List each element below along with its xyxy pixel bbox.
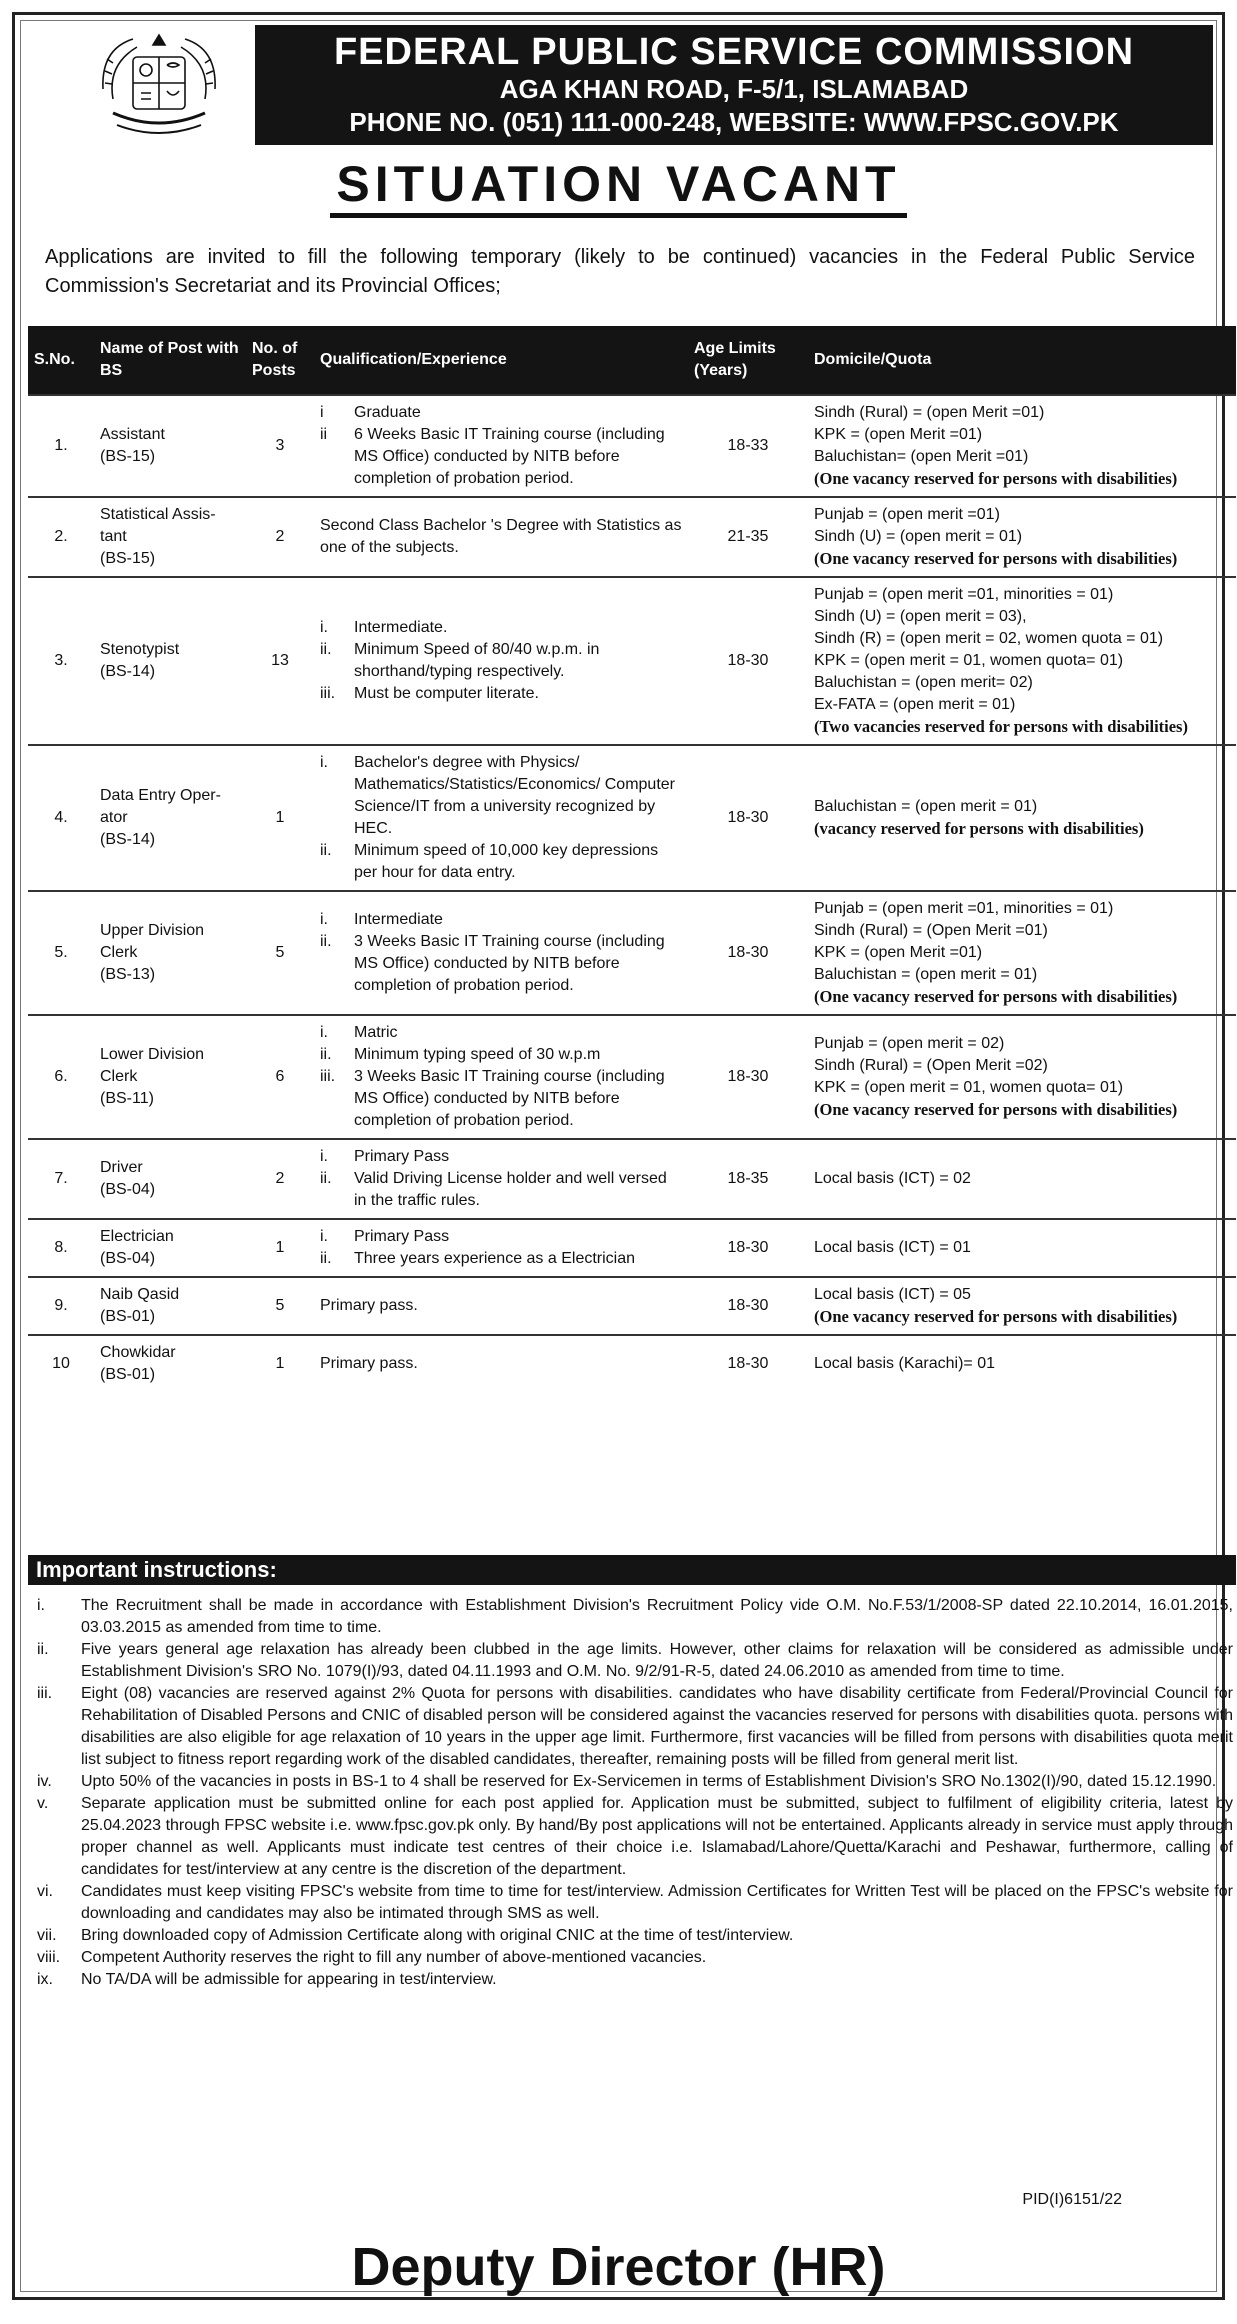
quota-line: Sindh (U) = (open merit = 03),	[814, 608, 1027, 625]
reservation-note: (One vacancy reserved for persons with disabilities)	[814, 1100, 1178, 1119]
qualification-text: Primary pass.	[320, 1355, 418, 1372]
post-name: Upper Division Clerk	[100, 922, 205, 961]
serial-number: 9.	[28, 1277, 94, 1335]
quota-line: KPK = (open merit = 01, women quota= 01)	[814, 652, 1124, 669]
domicile-cell	[808, 1277, 1236, 1335]
qualification-text: Minimum Speed of 80/40 w.p.m. in shorthand/typing respectively.	[354, 641, 600, 680]
qualification-text: Three years experience as a Electrician	[354, 1250, 636, 1267]
quota-line: Punjab = (open merit =01)	[814, 506, 1000, 523]
instruction-text: Upto 50% of the vacancies in posts in BS-1 to 4 shall be reserved for Ex-Servicemen in terms of Establishment Division's SRO No.1302(I)/90, dated 15.12.1990.	[81, 1773, 1217, 1790]
post-scale: (BS-14)	[100, 831, 156, 848]
post-scale: (BS-01)	[100, 1308, 156, 1325]
qualification-marker: i.	[320, 1148, 328, 1165]
age-limit: 18-30	[688, 891, 808, 1015]
qualification-marker: i.	[320, 1228, 328, 1245]
serial-number: 3.	[28, 577, 94, 745]
qualification-item	[320, 1066, 682, 1132]
serial-number: 6.	[28, 1015, 94, 1139]
commission-contact: PHONE NO. (051) 111-000-248, WEBSITE: WWW.FPSC.GOV.PK	[349, 107, 1119, 137]
domicile-cell	[808, 497, 1236, 577]
reservation-note: (One vacancy reserved for persons with disabilities)	[814, 469, 1178, 488]
instruction-marker: vi.	[37, 1883, 53, 1900]
qualification-item	[320, 840, 682, 884]
qualification-text: Minimum speed of 10,000 key depressions per hour for data entry.	[354, 842, 659, 881]
instruction-item	[33, 1595, 1233, 1639]
instruction-item	[33, 1925, 1233, 1947]
commission-title: FEDERAL PUBLIC SERVICE COMMISSION	[333, 31, 1135, 73]
post-name-cell	[94, 745, 246, 891]
domicile-cell	[808, 745, 1236, 891]
qualification-text: Intermediate.	[354, 619, 448, 636]
qualification-marker: ii	[320, 426, 328, 443]
age-limit: 18-30	[688, 577, 808, 745]
reservation-note: (vacancy reserved for persons with disabilities)	[814, 819, 1144, 838]
instruction-item	[33, 1639, 1233, 1683]
posts-count: 2	[246, 1139, 314, 1219]
instruction-item	[33, 1771, 1233, 1793]
posts-count: 2	[246, 497, 314, 577]
qualification-marker: iii.	[320, 685, 336, 702]
posts-count: 3	[246, 395, 314, 497]
qualification-item	[320, 639, 682, 683]
quota-line: KPK = (open Merit =01)	[814, 944, 983, 961]
qualification-cell	[314, 577, 688, 745]
posts-count: 5	[246, 1277, 314, 1335]
qualification-text: Matric	[354, 1024, 398, 1041]
table-row	[28, 1277, 1236, 1335]
qualification-text: Minimum typing speed of 30 w.p.m	[354, 1046, 601, 1063]
qualification-item	[320, 1248, 682, 1270]
qualification-text: 3 Weeks Basic IT Training course (including MS Office) conducted by NITB before completion of probation period.	[354, 1068, 665, 1129]
domicile-cell	[808, 1219, 1236, 1277]
qualification-cell	[314, 1335, 688, 1392]
post-scale: (BS-15)	[100, 550, 156, 567]
instruction-marker: ix.	[37, 1971, 53, 1988]
instruction-item	[33, 1947, 1233, 1969]
heading-wrap	[15, 155, 1222, 218]
age-limit: 18-30	[688, 745, 808, 891]
serial-number: 4.	[28, 745, 94, 891]
qualification-marker: ii.	[320, 1250, 332, 1267]
instruction-marker: ii.	[37, 1641, 49, 1658]
header	[33, 25, 1213, 145]
post-name-cell	[94, 1335, 246, 1392]
qualification-item	[320, 1353, 682, 1375]
commission-address: AGA KHAN ROAD, F-5/1, ISLAMABAD	[499, 74, 969, 104]
qualification-marker: i.	[320, 911, 328, 928]
qualification-text: Primary Pass	[354, 1148, 450, 1165]
vacancy-table-body	[28, 395, 1236, 1392]
quota-line: Baluchistan = (open merit = 01)	[814, 966, 1038, 983]
post-scale: (BS-01)	[100, 1366, 156, 1383]
instruction-item	[33, 1683, 1233, 1771]
qualification-marker: i.	[320, 1024, 328, 1041]
qualification-text: Bachelor's degree with Physics/ Mathematics/Statistics/Economics/ Computer Science/IT from a university recognized by HEC.	[354, 754, 675, 837]
qualification-item	[320, 1146, 682, 1168]
serial-number: 5.	[28, 891, 94, 1015]
qualification-item	[320, 1022, 682, 1044]
qualification-marker: i.	[320, 619, 328, 636]
qualification-item	[320, 402, 682, 424]
reservation-note: (One vacancy reserved for persons with disabilities)	[814, 1307, 1178, 1326]
post-name: Lower Division Clerk	[100, 1046, 205, 1085]
qualification-marker: ii.	[320, 1170, 332, 1187]
instruction-marker: viii.	[37, 1949, 61, 1966]
quota-line: Local basis (ICT) = 05	[814, 1286, 971, 1303]
domicile-cell	[808, 1015, 1236, 1139]
header-banner	[255, 25, 1213, 145]
quota-line: Sindh (Rural) = (Open Merit =01)	[814, 922, 1048, 939]
serial-number: 1.	[28, 395, 94, 497]
qualification-marker: i	[320, 404, 324, 421]
quota-line: Punjab = (open merit = 02)	[814, 1035, 1005, 1052]
instruction-text: Separate application must be submitted online for each post applied for. Application must be submitted, subject to fulfilment of eligibility criteria, latest by 25.04.2023 through FPSC website i.e. www.fpsc.gov.pk only. By hand/By post applications will not be entertained. Applicants already in service must apply through proper channel as well. Applicants must indicate test centres of their choice i.e. Islamabad/Lahore/Quetta/Karachi and Peshawar, furthermore, calling of candidates for test/interview at any centre is the discretion of the department.	[81, 1795, 1233, 1878]
advertisement-page	[12, 12, 1233, 2300]
quota-line: Sindh (U) = (open merit = 01)	[814, 528, 1023, 545]
column-header: S.No.	[28, 326, 94, 395]
qualification-cell	[314, 395, 688, 497]
qualification-item	[320, 683, 682, 705]
age-limit: 18-30	[688, 1015, 808, 1139]
qualification-item	[320, 1295, 682, 1317]
post-name-cell	[94, 1277, 246, 1335]
quota-line: Local basis (ICT) = 01	[814, 1239, 971, 1256]
qualification-text: Graduate	[354, 404, 421, 421]
instruction-text: Competent Authority reserves the right to fill any number of above-mentioned vacancies.	[81, 1949, 707, 1966]
qualification-item	[320, 1044, 682, 1066]
table-row	[28, 745, 1236, 891]
instruction-item	[33, 1793, 1233, 1881]
qualification-item	[320, 617, 682, 639]
post-scale: (BS-11)	[100, 1090, 154, 1107]
domicile-cell	[808, 1139, 1236, 1219]
age-limit: 18-30	[688, 1335, 808, 1392]
instruction-item	[33, 1969, 1233, 1991]
quota-line: Sindh (R) = (open merit = 02, women quota = 01)	[814, 630, 1164, 647]
qualification-text: Second Class Bachelor 's Degree with Statistics as one of the subjects.	[320, 517, 682, 556]
column-header: Age Limits (Years)	[688, 326, 808, 395]
qualification-cell	[314, 1277, 688, 1335]
quota-line: Punjab = (open merit =01, minorities = 01)	[814, 586, 1114, 603]
table-row	[28, 577, 1236, 745]
post-name-cell	[94, 577, 246, 745]
post-name-cell	[94, 1015, 246, 1139]
instruction-text: Candidates must keep visiting FPSC's website from time to time for test/interview. Admission Certificates for Written Test will be placed on the FPSC's website for downloading and candidates may also be intimated through SMS as well.	[81, 1883, 1233, 1922]
post-scale: (BS-04)	[100, 1250, 156, 1267]
qualification-marker: i.	[320, 754, 328, 771]
table-row	[28, 1335, 1236, 1392]
posts-count: 5	[246, 891, 314, 1015]
post-name: Driver	[100, 1159, 143, 1176]
instruction-marker: v.	[37, 1795, 49, 1812]
instruction-marker: iv.	[37, 1773, 52, 1790]
qualification-text: Intermediate	[354, 911, 443, 928]
table-row	[28, 1219, 1236, 1277]
table-row	[28, 891, 1236, 1015]
table-row	[28, 1139, 1236, 1219]
age-limit: 18-33	[688, 395, 808, 497]
posts-count: 6	[246, 1015, 314, 1139]
qualification-marker: ii.	[320, 933, 332, 950]
reservation-note: (One vacancy reserved for persons with disabilities)	[814, 549, 1178, 568]
serial-number: 10	[28, 1335, 94, 1392]
posts-count: 1	[246, 1219, 314, 1277]
domicile-cell	[808, 395, 1236, 497]
instruction-marker: i.	[37, 1597, 45, 1614]
pid-number: PID(I)6151/22	[1022, 2191, 1122, 2208]
qualification-marker: ii.	[320, 641, 332, 658]
post-scale: (BS-15)	[100, 448, 156, 465]
table-row	[28, 497, 1236, 577]
table-row	[28, 395, 1236, 497]
column-header: No. of Posts	[246, 326, 314, 395]
column-header: Domicile/Quota	[808, 326, 1236, 395]
posts-count: 1	[246, 1335, 314, 1392]
qualification-text: 3 Weeks Basic IT Training course (including MS Office) conducted by NITB before completion of probation period.	[354, 933, 665, 994]
column-header: Name of Post with BS	[94, 326, 246, 395]
quota-line: KPK = (open merit = 01, women quota= 01)	[814, 1079, 1124, 1096]
qualification-cell	[314, 1219, 688, 1277]
instruction-marker: iii.	[37, 1685, 53, 1702]
qualification-item	[320, 909, 682, 931]
qualification-item	[320, 424, 682, 490]
domicile-cell	[808, 577, 1236, 745]
instructions-list	[33, 1595, 1233, 1991]
qualification-cell	[314, 497, 688, 577]
qualification-marker: iii.	[320, 1068, 336, 1085]
qualification-text: 6 Weeks Basic IT Training course (including MS Office) conducted by NITB before completion of probation period.	[354, 426, 665, 487]
instruction-text: Eight (08) vacancies are reserved against 2% Quota for persons with disabilities. candidates who have disability certificate from Federal/Provincial Council for Rehabilitation of Disabled Persons and CNIC of disabled person will be considered against the vacancies reserved for persons with disabilities quota. persons with disabilities are also eligible for age relaxation of 10 years in the upper age limit. Furthermore, first vacancies will be filled from persons with disabilities quota merit list subject to fitness report regarding work of the disabled candidates, thereafter, remaining posts will be filled from general merit list.	[81, 1685, 1233, 1768]
quota-line: Baluchistan = (open merit= 02)	[814, 674, 1033, 691]
post-name: Naib Qasid	[100, 1286, 180, 1303]
intro-paragraph: Applications are invited to fill the following temporary (likely to be continued) vacancies in the Federal Public Service Commission's Secretariat and its Provincial Offices;	[45, 246, 1195, 297]
posts-count: 1	[246, 745, 314, 891]
qualification-item	[320, 515, 682, 559]
qualification-item	[320, 1168, 682, 1212]
post-name-cell	[94, 1219, 246, 1277]
qualification-text: Primary Pass	[354, 1228, 450, 1245]
reservation-note: (Two vacancies reserved for persons with disabilities)	[814, 717, 1188, 736]
qualification-cell	[314, 1139, 688, 1219]
posts-count: 13	[246, 577, 314, 745]
instruction-text: Five years general age relaxation has already been clubbed in the age limits. However, other claims for relaxation will be considered as admissible under Establishment Division's SRO No. 1079(I)/93, dated 04.11.1993 and O.M. No. 9/2/91-R-5, dated 24.06.2010 as amended from time to time.	[81, 1641, 1233, 1680]
post-name-cell	[94, 891, 246, 1015]
reservation-note: (One vacancy reserved for persons with disabilities)	[814, 987, 1178, 1006]
domicile-cell	[808, 1335, 1236, 1392]
quota-line: KPK = (open Merit =01)	[814, 426, 983, 443]
instruction-text: Bring downloaded copy of Admission Certificate along with original CNIC at the time of test/interview.	[81, 1927, 794, 1944]
qualification-cell	[314, 1015, 688, 1139]
post-name-cell	[94, 497, 246, 577]
domicile-cell	[808, 891, 1236, 1015]
post-name-cell	[94, 395, 246, 497]
age-limit: 21-35	[688, 497, 808, 577]
post-name: Stenotypist	[100, 641, 180, 658]
quota-line: Local basis (Karachi)= 01	[814, 1355, 995, 1372]
post-scale: (BS-13)	[100, 966, 156, 983]
age-limit: 18-30	[688, 1219, 808, 1277]
signatory: Deputy Director (HR)	[351, 2237, 886, 2297]
quota-line: Sindh (Rural) = (Open Merit =02)	[814, 1057, 1048, 1074]
post-name: Assistant	[100, 426, 165, 443]
quota-line: Local basis (ICT) = 02	[814, 1170, 971, 1187]
state-emblem-icon	[93, 29, 225, 147]
instruction-text: No TA/DA will be admissible for appearing in test/interview.	[81, 1971, 497, 1988]
serial-number: 8.	[28, 1219, 94, 1277]
quota-line: Sindh (Rural) = (open Merit =01)	[814, 404, 1045, 421]
qualification-cell	[314, 891, 688, 1015]
post-name: Chowkidar	[100, 1344, 176, 1361]
post-scale: (BS-14)	[100, 663, 156, 680]
qualification-marker: ii.	[320, 842, 332, 859]
qualification-item	[320, 752, 682, 840]
instructions-title: Important instructions:	[28, 1555, 1236, 1585]
qualification-text: Primary pass.	[320, 1297, 418, 1314]
table-header-row	[28, 326, 1236, 395]
column-header: Qualification/Experience	[314, 326, 688, 395]
page-heading: SITUATION VACANT	[330, 155, 906, 218]
qualification-text: Must be computer literate.	[354, 685, 539, 702]
quota-line: Baluchistan = (open merit = 01)	[814, 798, 1038, 815]
instruction-marker: vii.	[37, 1927, 57, 1944]
post-name-cell	[94, 1139, 246, 1219]
quota-line: Punjab = (open merit =01, minorities = 01)	[814, 900, 1114, 917]
post-name: Statistical Assis-tant	[100, 506, 216, 545]
quota-line: Ex-FATA = (open merit = 01)	[814, 696, 1016, 713]
serial-number: 2.	[28, 497, 94, 577]
post-name: Electrician	[100, 1228, 174, 1245]
post-scale: (BS-04)	[100, 1181, 156, 1198]
serial-number: 7.	[28, 1139, 94, 1219]
table-row	[28, 1015, 1236, 1139]
age-limit: 18-35	[688, 1139, 808, 1219]
qualification-cell	[314, 745, 688, 891]
qualification-text: Valid Driving License holder and well versed in the traffic rules.	[354, 1170, 667, 1209]
qualification-item	[320, 1226, 682, 1248]
instruction-text: The Recruitment shall be made in accordance with Establishment Division's Recruitment Policy vide O.M. No.F.53/1/2008-SP dated 22.10.2014, 16.01.2015, 03.03.2015 as amended from time to time.	[81, 1597, 1233, 1636]
age-limit: 18-30	[688, 1277, 808, 1335]
qualification-item	[320, 931, 682, 997]
post-name: Data Entry Oper-ator	[100, 787, 221, 826]
qualification-marker: ii.	[320, 1046, 332, 1063]
instruction-item	[33, 1881, 1233, 1925]
quota-line: Baluchistan= (open Merit =01)	[814, 448, 1029, 465]
vacancy-table	[28, 326, 1236, 1392]
